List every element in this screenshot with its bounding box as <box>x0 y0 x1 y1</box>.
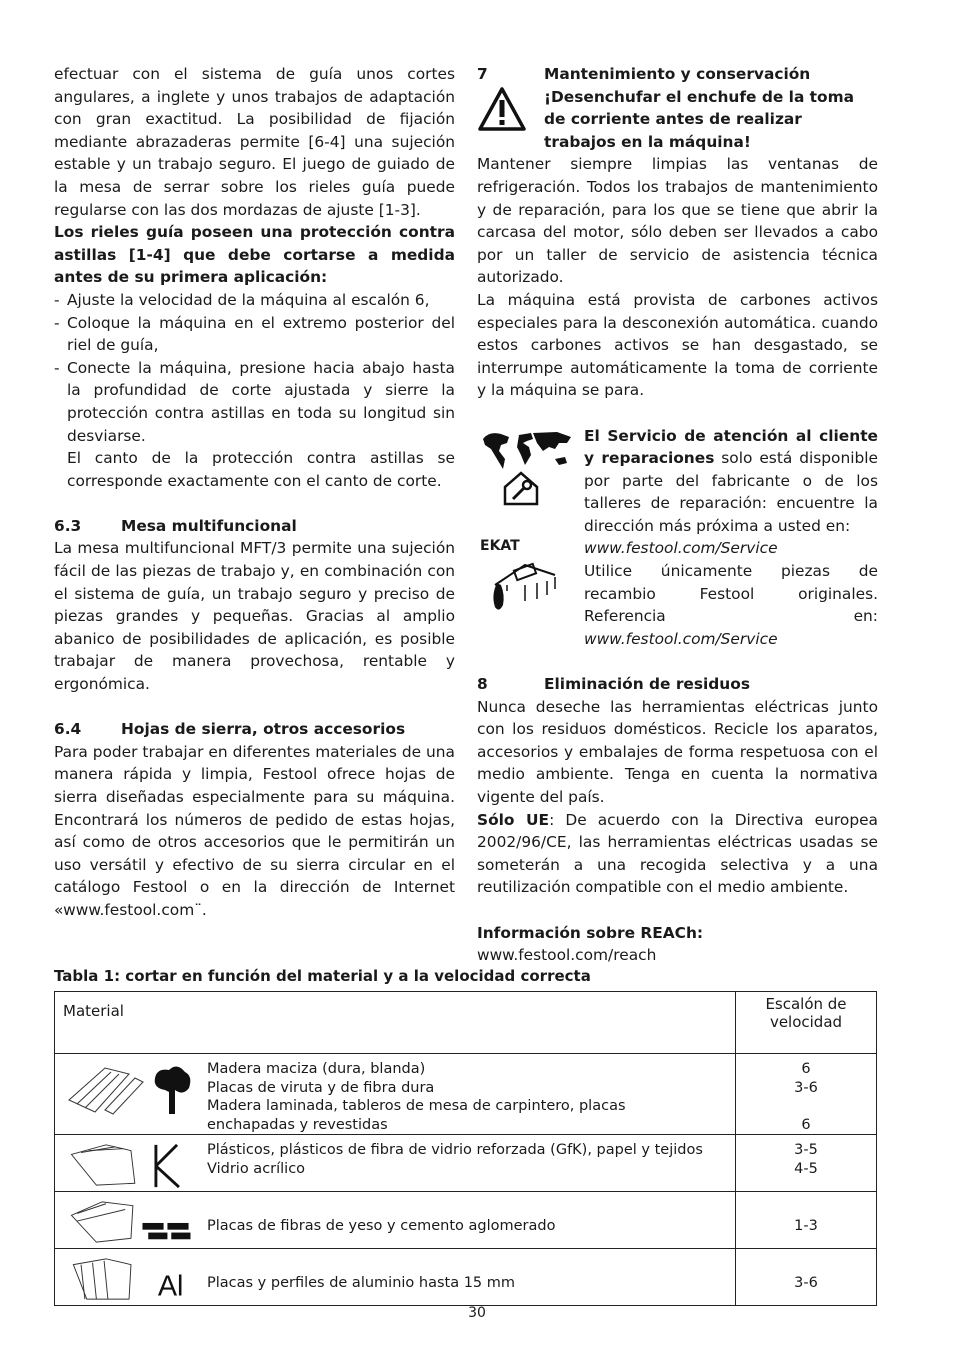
speed-cell <box>736 1135 877 1192</box>
steps-list <box>54 289 455 447</box>
aluminium-al-icon <box>65 1255 195 1303</box>
section-heading-7 <box>477 63 878 86</box>
reach-label: Información sobre REACh: <box>477 923 704 942</box>
section-title: Mantenimiento y conservación <box>544 65 811 83</box>
table-title: Tabla 1: cortar en función del material y a la velocidad correcta <box>54 967 591 985</box>
eu-directive-paragraph <box>477 809 878 899</box>
plastic-k-icon <box>65 1141 195 1189</box>
material-line: enchapadas y revestidas <box>207 1116 388 1133</box>
right-column <box>477 63 878 967</box>
service-block <box>477 425 878 651</box>
eu-directive-text: : De acuerdo con la Directiva europea 2002/96/CE, las herramientas eléctricas usadas se someterán a una recogida selectiva y a una reutilización compatible con el medio ambiente. <box>477 810 878 897</box>
section-heading-6-4 <box>54 718 455 741</box>
material-line: Placas de viruta y de fibra dura <box>207 1079 435 1096</box>
material-line: Vidrio acrílico <box>207 1160 306 1177</box>
speed-value <box>736 1255 876 1274</box>
section-number: 6.4 <box>54 720 82 739</box>
table-row <box>55 1249 877 1306</box>
speed-value: 1-3 <box>794 1217 818 1234</box>
section-title: Hojas de sierra, otros accesorios <box>121 720 406 739</box>
svg-text:Al: Al <box>157 1270 184 1303</box>
spare-parts-catalog-icon <box>485 555 565 625</box>
material-line <box>207 1255 515 1274</box>
intro-paragraph: efectuar con el sistema de guía unos cortes angulares, a inglete y unos trabajos de adaptación con gran exactitud. La posibilidad de fijación mediante abrazaderas permite [6-4] una sujeción estable y un trabajo seguro. El juego de guiado de la mesa de serrar sobre los rieles guía puede regularse con las dos mordazas de ajuste [1-3]. <box>54 65 455 219</box>
ekat-label: EKAT <box>480 537 520 554</box>
section-number: 7 <box>477 65 488 83</box>
warning-block <box>477 86 878 154</box>
service-description: solo está disponible por parte del fabricante o de los talleres de reparación: encuentre la dirección más próxima a usted en: <box>584 449 878 535</box>
service-link-1[interactable]: www.festool.com/Service <box>584 539 778 558</box>
reach-link[interactable]: www.festool.com/reach <box>477 946 657 965</box>
material-cell <box>55 1054 736 1135</box>
list-item: - Coloque la máquina en el extremo posterior del riel de guía, <box>54 312 455 357</box>
section-heading-8 <box>477 673 878 696</box>
speed-value <box>736 1198 876 1217</box>
speed-value: 6 <box>801 1061 811 1077</box>
service-bold: El Servicio de atención al cliente y reparaciones <box>584 426 878 468</box>
brick-icon <box>65 1198 195 1246</box>
warning-triangle-icon <box>477 86 544 154</box>
eu-only-label: Sólo UE <box>477 810 550 829</box>
material-line: Madera laminada, tableros de mesa de carpintero, placas <box>207 1098 626 1115</box>
steps-note: El canto de la protección contra astillas se corresponde exactamente con el canto de corte. <box>67 449 455 490</box>
table-row <box>55 1135 877 1192</box>
table-header-row <box>55 992 877 1054</box>
wood-tree-icon <box>65 1060 195 1120</box>
section-number: 8 <box>477 675 488 694</box>
section-heading-6-3 <box>54 515 455 538</box>
material-speed-table <box>54 991 877 1306</box>
world-map-icon <box>479 429 574 474</box>
disposal-paragraph: Nunca deseche las herramientas eléctricas junto con los residuos domésticos. Recicle los aparatos, accesorios y embalajes de forma respetuosa con el medio ambiente. Tenga en cuenta la normativa vigente del país. <box>477 697 878 806</box>
section-number: 6.3 <box>54 516 82 535</box>
speed-cell <box>736 1192 877 1249</box>
section-title: Mesa multifuncional <box>121 516 297 535</box>
speed-cell <box>736 1249 877 1306</box>
section-6-4-text: Para poder trabajar en diferentes materiales de una manera rápida y limpia, Festool ofrece hojas de sierra diseñadas especialmente para su máquina. Encontrará los números de pedido de estas hojas, así como de otros accesorios que le permitirán un uso versátil y efectivo de su sierra circular en el catálogo Festool o en la dirección de Internet «www.festool.com¨. <box>54 742 455 919</box>
speed-cell <box>736 1054 877 1135</box>
speed-value: 3-5 <box>794 1142 818 1159</box>
table-row <box>55 1054 877 1135</box>
table-row <box>55 1192 877 1249</box>
material-line: Placas y perfiles de aluminio hasta 15 mm <box>207 1274 516 1291</box>
material-line: Plásticos, plásticos de fibra de vidrio reforzada (GfK), papel y tejidos <box>207 1142 703 1159</box>
spare-parts-text <box>584 560 878 650</box>
speed-value: 4-5 <box>794 1160 818 1177</box>
material-line <box>207 1198 555 1217</box>
left-column <box>54 63 455 922</box>
home-service-icon <box>501 469 541 507</box>
material-line: Placas de fibras de yeso y cemento aglomerado <box>207 1217 556 1234</box>
material-line: Madera maciza (dura, blanda) <box>207 1061 426 1077</box>
speed-value: 3-6 <box>794 1274 818 1291</box>
section-6-3-text: La mesa multifuncional MFT/3 permite una sujeción fácil de las piezas de trabajo y, en combinación con el sistema de guía, un trabajo seguro y preciso de piezas grandes y pequeñas. Gracias al amplio abanico de posibilidades de aplicación, es posible trabajar de manera provechosa, rentable y ergonómica. <box>54 539 455 694</box>
material-cell <box>55 1192 736 1249</box>
speed-value <box>736 1097 876 1116</box>
list-item: - Conecte la máquina, presione hacia abajo hasta la profundidad de corte ajustada y sierre la protección contra astillas en toda su longitud sin desviarse. <box>54 357 455 447</box>
maintenance-paragraph-2: La máquina está provista de carbones activos especiales para la desconexión automática. cuando estos carbones activos se han desgastado, se interrumpe automáticamente la toma de corriente y la máquina se para. <box>477 290 878 400</box>
speed-value: 3-6 <box>794 1079 818 1096</box>
maintenance-paragraph-1: Mantener siempre limpias las ventanas de refrigeración. Todos los trabajos de mantenimiento y de reparación, para los que se tiene que abrir la carcasa del motor, sólo deben ser llevados a cabo por un taller de servicio de asistencia técnica autorizado. <box>477 155 878 287</box>
spare-parts-description: Utilice únicamente piezas de recambio Festool originales. Referencia en: <box>584 562 878 626</box>
column-header-material: Material <box>55 992 736 1054</box>
speed-value: 6 <box>801 1116 811 1133</box>
reach-info <box>477 922 878 967</box>
section-title: Eliminación de residuos <box>544 675 750 694</box>
warning-text: ¡Desenchufar el enchufe de la toma de corriente antes de realizar trabajos en la máquina! <box>544 87 855 151</box>
service-icons <box>477 425 584 651</box>
page-number: 30 <box>468 1305 486 1321</box>
list-item: - Ajuste la velocidad de la máquina al escalón 6, <box>54 289 455 312</box>
service-text <box>584 425 878 538</box>
service-link-2[interactable]: www.festool.com/Service <box>584 629 778 648</box>
material-cell <box>55 1249 736 1306</box>
material-cell <box>55 1135 736 1192</box>
column-header-speed: Escalón de velocidad <box>736 992 877 1054</box>
splinter-guard-note: Los rieles guía poseen una protección contra astillas [1-4] que debe cortarse a medida antes de su primera aplicación: <box>54 223 455 287</box>
